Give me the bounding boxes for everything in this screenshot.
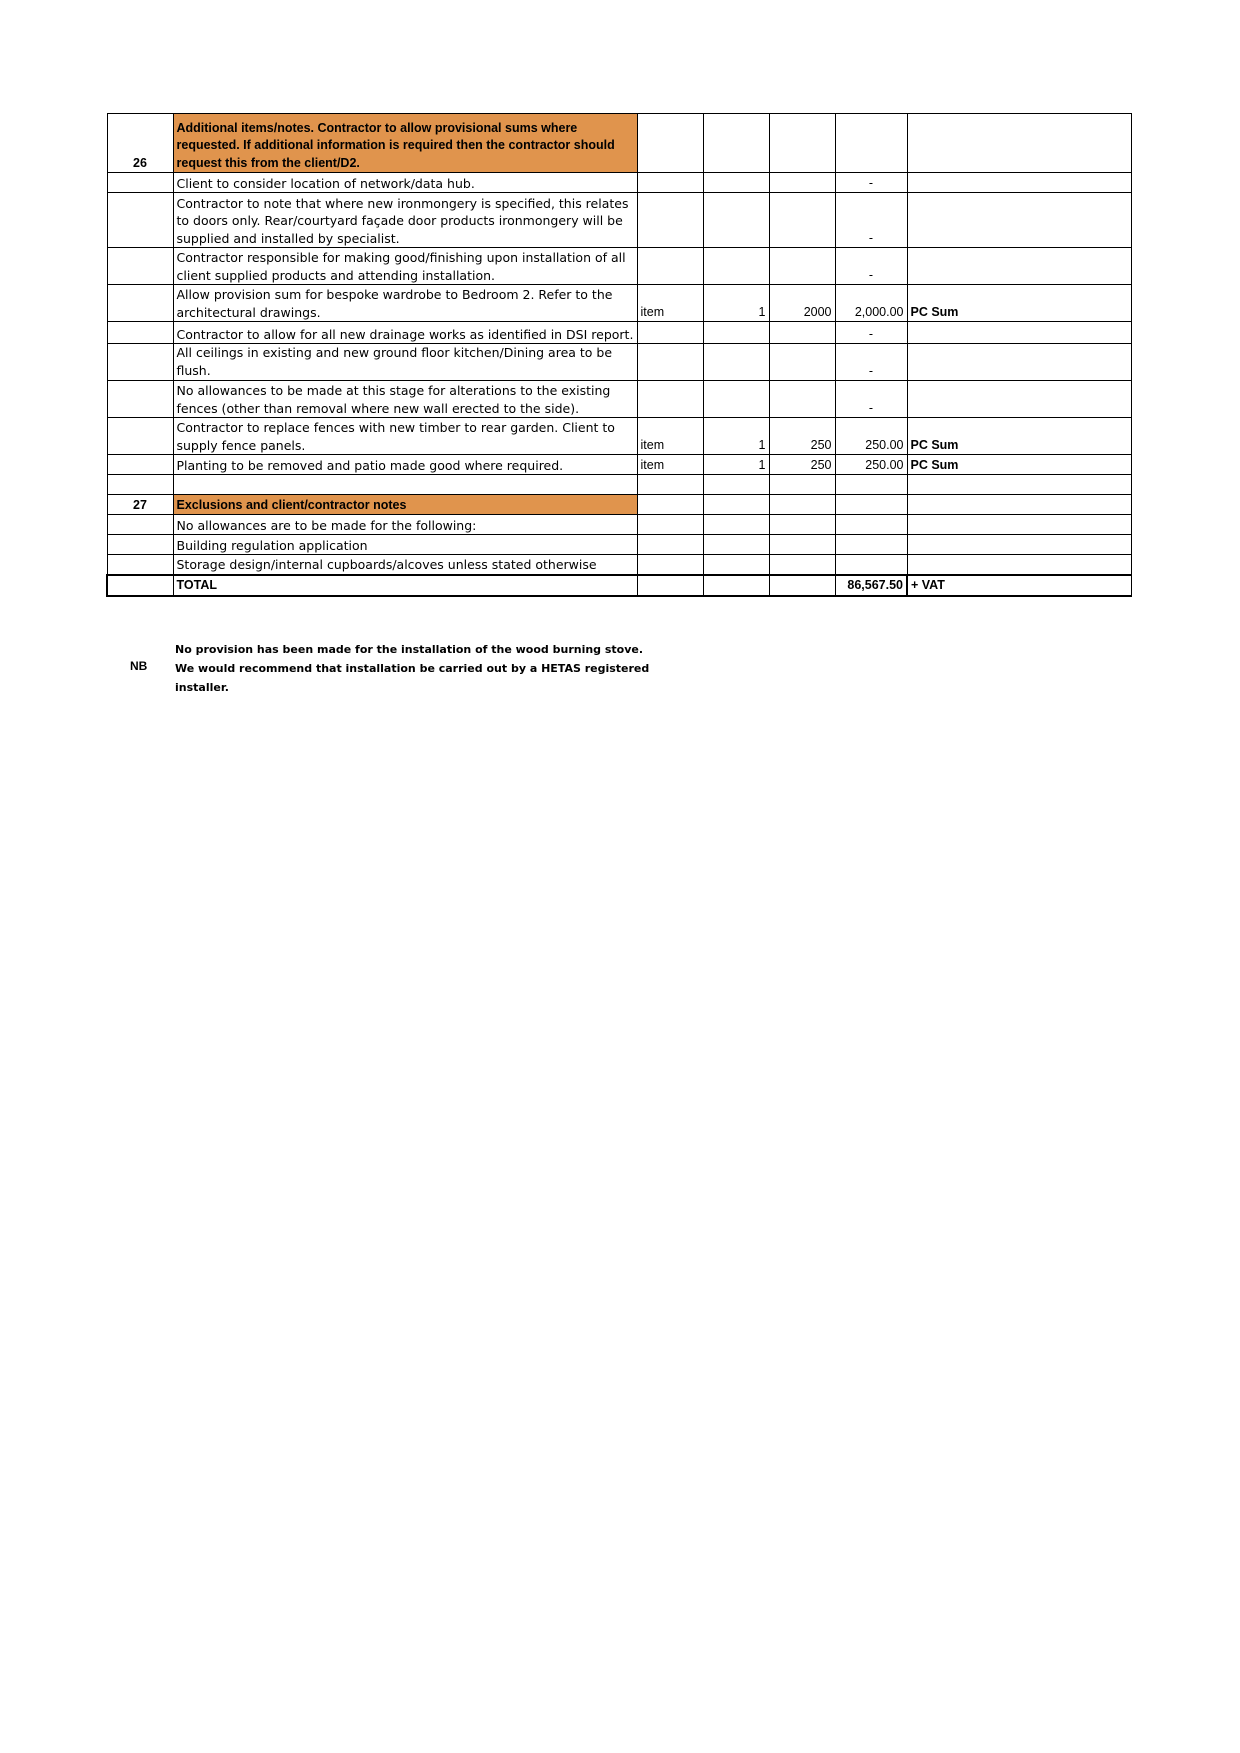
item-unit: item [637,455,703,475]
item-amount: - [835,193,907,248]
item-note: PC Sum [907,455,1131,475]
item-note: PC Sum [907,285,1131,322]
item-unit: item [637,285,703,322]
item-amount: 2,000.00 [835,285,907,322]
item-qty: 1 [703,418,769,455]
total-amount: 86,567.50 [835,575,907,596]
table-row [107,535,1131,555]
table-row [107,555,1131,575]
item-amount: 250.00 [835,455,907,475]
total-suffix: + VAT [907,575,1131,596]
total-row [107,575,1131,596]
table-row [107,322,1131,344]
table-row [107,381,1131,418]
table-row [107,455,1131,475]
section-header-row [107,114,1131,173]
item-description: Contractor to note that where new ironmongery is specified, this relates to doors only. Rear/courtyard façade door products ironmongery will be supplied and installed by specialist. [173,193,637,248]
item-unit: item [637,418,703,455]
item-description: No allowances are to be made for the following: [173,515,637,535]
item-amount: - [835,173,907,193]
nb-line: No provision has been made for the installation of the wood burning stove. [175,643,644,656]
table-row [107,418,1131,455]
nb-note [175,640,655,697]
table-row [107,173,1131,193]
section-header-row [107,495,1131,515]
nb-line: installer. [175,681,229,694]
empty-row [107,475,1131,495]
item-description: Storage design/internal cupboards/alcoves unless stated otherwise [173,555,637,575]
item-description: Planting to be removed and patio made good where required. [173,455,637,475]
item-description: Building regulation application [173,535,637,555]
table-row [107,344,1131,381]
section-heading: Additional items/notes. Contractor to allow provisional sums where requested. If additional information is required then the contractor should request this from the client/D2. [173,114,637,173]
section-heading: Exclusions and client/contractor notes [173,495,637,515]
item-amount: - [835,344,907,381]
item-amount: - [835,381,907,418]
table-row [107,193,1131,248]
item-rate: 2000 [769,285,835,322]
item-rate: 250 [769,455,835,475]
item-amount: 250.00 [835,418,907,455]
nb-line: We would recommend that installation be carried out by a HETAS registered [175,662,650,675]
item-description: Allow provision sum for bespoke wardrobe to Bedroom 2. Refer to the architectural drawings. [173,285,637,322]
item-description: Contractor to replace fences with new timber to rear garden. Client to supply fence panels. [173,418,637,455]
item-description: No allowances to be made at this stage for alterations to the existing fences (other than removal where new wall erected to the side). [173,381,637,418]
item-rate: 250 [769,418,835,455]
item-amount: - [835,322,907,344]
pricing-schedule-table [106,113,1132,597]
item-note: PC Sum [907,418,1131,455]
item-qty: 1 [703,455,769,475]
table-row [107,515,1131,535]
section-number: 27 [107,495,173,515]
table-row [107,285,1131,322]
nb-label: NB [130,659,148,673]
item-description: Contractor to allow for all new drainage works as identified in DSI report. [173,322,637,344]
item-description: Contractor responsible for making good/finishing upon installation of all client supplied products and attending installation. [173,248,637,285]
item-amount: - [835,248,907,285]
item-description: All ceilings in existing and new ground floor kitchen/Dining area to be flush. [173,344,637,381]
item-qty: 1 [703,285,769,322]
total-label: TOTAL [173,575,637,596]
section-number: 26 [107,114,173,173]
table-row [107,248,1131,285]
item-description: Client to consider location of network/data hub. [173,173,637,193]
